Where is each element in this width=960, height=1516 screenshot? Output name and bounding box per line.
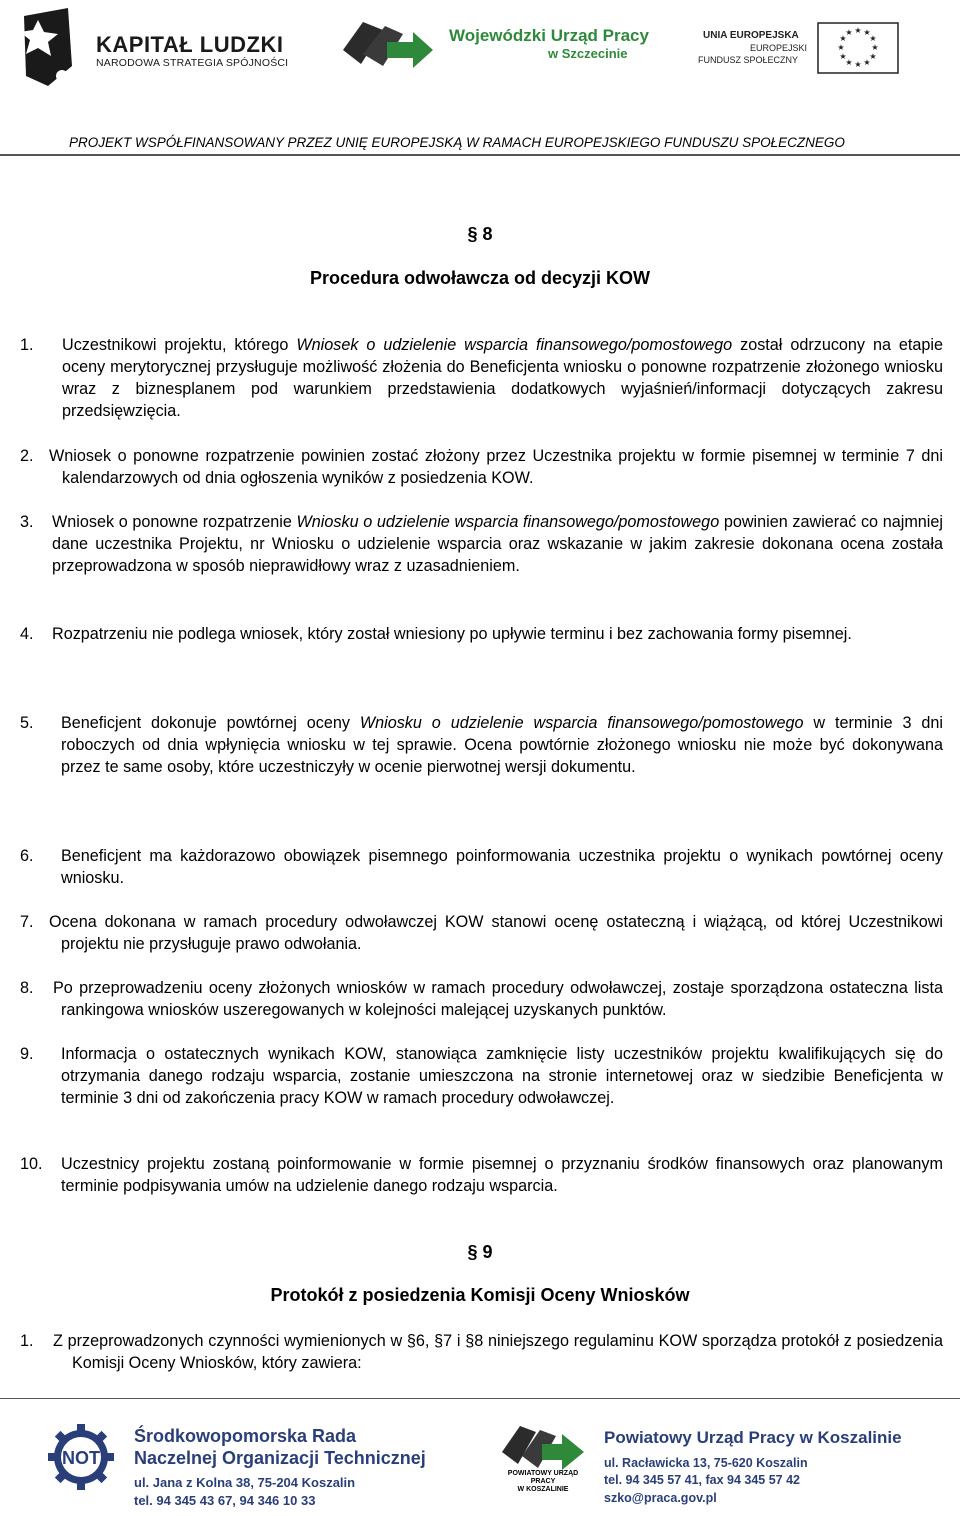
section-8-title: Procedura odwoławcza od decyzji KOW xyxy=(309,268,651,288)
svg-text:★: ★ xyxy=(845,28,853,37)
svg-text:★: ★ xyxy=(869,34,877,43)
list-item-text: Wniosek o ponowne rozpatrzenie Wniosku o udzielenie wsparcia finansowego/pomostowego powinien zawierać co najmniej dane uczestnika Projektu, nr Wniosku o udzielenie wsparcia oraz wskazanie w jakim zakresie dokonana ocena została przeprowadzona w sposób nieprawidłowy wraz z uzasadnieniem. xyxy=(52,513,944,575)
list-item-text: Beneficjent dokonuje powtórnej oceny Wniosku o udzielenie wsparcia finansowego/pomostowego w terminie 3 dni roboczych od dnia wpłynięcia wniosku w tej sprawie. Ocena powtórnie złożonego wniosku nie może być dokonywana przez te same osoby, które uczestniczyły w ocenie pierwotnej wersji dokumentu. xyxy=(61,714,944,776)
list-item-text: Z przeprowadzonych czynności wymienionych w §6, §7 i §8 niniejszego regulaminu KOW sporządza protokół z posiedzenia Komisji Oceny Wniosków, który zawiera: xyxy=(53,1332,943,1372)
list-item-text: Informacja o ostatecznych wynikach KOW, stanowiąca zamknięcie listy uczestników projektu kwalifikujących się do otrzymania danego rodzaju wsparcia, zostanie umieszczona na stronie internetowej oraz w siedzibie Beneficjenta w terminie 3 dni od zakończenia pracy KOW w ramach procedury odwoławczej. xyxy=(61,1045,943,1107)
list-item-text: Ocena dokonana w ramach procedury odwoławczej KOW stanowi ocenę ostateczną i wiążącą, od której Uczestnikowi projektu nie przysługuje prawo odwołania. xyxy=(49,913,943,953)
list-item xyxy=(20,511,944,577)
section-8-heading: § 8 xyxy=(467,224,493,244)
not-gear-logo-icon xyxy=(46,1422,116,1492)
list-item-text: Uczestnicy projektu zostaną poinformowanie w formie pisemnej o przyznaniu środków finansowych oraz planowanym terminie podpisywania umów na udzielenie danego rodzaju wsparcia. xyxy=(61,1155,943,1195)
svg-text:★: ★ xyxy=(837,43,845,52)
pup-email: szko@praca.gov.pl xyxy=(604,1491,717,1505)
list-item-number: 6. xyxy=(20,847,34,865)
list-item-number: 2. xyxy=(20,447,34,465)
list-item xyxy=(20,712,944,778)
svg-text:★: ★ xyxy=(869,52,877,61)
list-item xyxy=(20,623,943,645)
not-phone: tel. 94 345 43 67, 94 346 10 33 xyxy=(134,1493,316,1508)
list-item-number: 3. xyxy=(20,513,34,531)
kapital-ludzki-logo-icon xyxy=(18,6,76,90)
list-item xyxy=(20,845,943,889)
header-divider xyxy=(0,154,960,156)
list-item-number: 5. xyxy=(20,714,34,732)
svg-text:★: ★ xyxy=(854,60,862,69)
wup-title: Wojewódzki Urząd Pracy xyxy=(449,26,649,45)
footer xyxy=(0,1400,960,1516)
list-item-number: 1. xyxy=(20,336,34,354)
footer-divider xyxy=(0,1398,960,1399)
list-item-text: Po przeprowadzeniu oceny złożonych wniosków w ramach procedury odwoławczej, zostaje sporządzona ostateczna lista rankingowa wniosków uszeregowanych w kolejności malejącej uzyskanych punktów. xyxy=(53,979,943,1019)
not-address: ul. Jana z Kolna 38, 75-204 Koszalin xyxy=(134,1475,356,1490)
eu-line2: EUROPEJSKI xyxy=(750,43,808,53)
list-item-number: 8. xyxy=(20,979,34,997)
list-item-text: Uczestnikowi projektu, którego Wniosek o udzielenie wsparcia finansowego/pomostowego został odrzucony na etapie oceny merytorycznej przysługuje możliwość złożenia do Beneficjenta wniosku o ponowne rozpatrzenie złożonego wniosku wraz z biznesplanem pod warunkiem przedstawienia dodatkowych wyjaśnień/informacji dotyczących zakresu przedsięwzięcia. xyxy=(62,336,944,420)
list-item-text: Beneficjent ma każdorazowo obowiązek pisemnego poinformowania uczestnika projektu o wynikach powtórnej oceny wniosku. xyxy=(61,847,943,887)
wup-logo-icon xyxy=(343,20,435,70)
pup-phone: tel. 94 345 57 41, fax 94 345 57 42 xyxy=(604,1473,800,1487)
section-9-title: Protokół z posiedzenia Komisji Oceny Wniosków xyxy=(270,1285,690,1305)
list-item xyxy=(20,445,943,489)
svg-text:★: ★ xyxy=(839,52,847,61)
section-9-heading: § 9 xyxy=(467,1242,493,1262)
svg-text:★: ★ xyxy=(845,58,853,67)
svg-text:★: ★ xyxy=(854,26,862,35)
list-item xyxy=(20,334,944,422)
list-item xyxy=(20,1043,943,1109)
eu-title: UNIA EUROPEJSKA xyxy=(703,30,799,41)
list-item xyxy=(20,911,943,955)
list-item-number: 1. xyxy=(20,1332,34,1350)
list-item-number: 7. xyxy=(20,913,34,931)
list-item-number: 10. xyxy=(20,1155,43,1173)
list-item-number: 9. xyxy=(20,1045,34,1063)
kapital-ludzki-subtitle: NARODOWA STRATEGIA SPÓJNOŚCI xyxy=(96,57,289,69)
pup-name: Powiatowy Urząd Pracy w Koszalinie xyxy=(604,1428,902,1447)
svg-text:★: ★ xyxy=(839,34,847,43)
not-name-line1: Środkowopomorska Rada xyxy=(134,1426,357,1446)
list-item-text: Rozpatrzeniu nie podlega wniosek, który został wniesiony po upływie terminu i bez zachowania formy pisemnej. xyxy=(52,625,852,643)
wup-city: w Szczecinie xyxy=(548,46,628,61)
svg-text:★: ★ xyxy=(863,58,871,67)
pup-badge-text: POWIATOWY URZĄD PRACY W KOSZALINIE xyxy=(507,1470,579,1493)
kapital-ludzki-title: KAPITAŁ LUDZKI xyxy=(96,32,284,57)
list-item-text: Wniosek o ponowne rozpatrzenie powinien zostać złożony przez Uczestnika projektu w formie pisemnej w terminie 7 dni kalendarzowych od dnia ogłoszenia wyników z posiedzenia KOW. xyxy=(49,447,943,487)
eu-flag-icon xyxy=(817,22,899,74)
project-banner: PROJEKT WSPÓŁFINANSOWANY PRZEZ UNIĘ EUROPEJSKĄ W RAMACH EUROPEJSKIEGO FUNDUSZU SPOŁECZNEGO xyxy=(69,135,845,150)
svg-text:★: ★ xyxy=(871,43,879,52)
svg-text:★: ★ xyxy=(863,28,871,37)
not-logo-text: NOT xyxy=(62,1448,100,1468)
not-name-line2: Naczelnej Organizacji Technicznej xyxy=(134,1448,426,1468)
list-item-number: 4. xyxy=(20,625,34,643)
list-item xyxy=(20,977,943,1021)
pup-address: ul. Racławicka 13, 75-620 Koszalin xyxy=(604,1456,808,1470)
pup-logo-icon xyxy=(500,1422,586,1472)
eu-line3: FUNDUSZ SPOŁECZNY xyxy=(698,55,799,65)
list-item xyxy=(20,1330,943,1374)
list-item xyxy=(20,1153,943,1197)
header xyxy=(0,0,960,160)
